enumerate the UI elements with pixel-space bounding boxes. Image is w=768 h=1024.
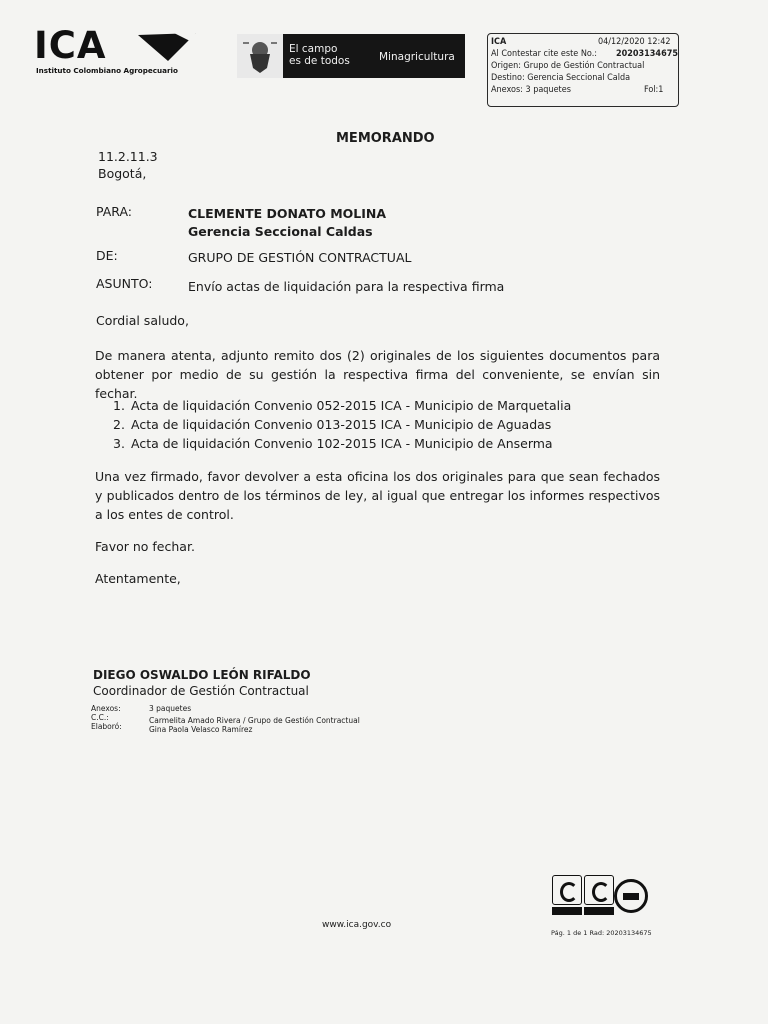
gov-slogan bbox=[289, 43, 350, 67]
ministry-name: Minagricultura bbox=[379, 51, 455, 63]
stamp-datetime: 04/12/2020 12:42 bbox=[598, 37, 671, 47]
signer-name: DIEGO OSWALDO LEÓN RIFALDO bbox=[93, 668, 311, 682]
closing: Atentamente, bbox=[95, 571, 181, 586]
list-item-text: Acta de liquidación Convenio 102-2015 ICA - Municipio de Anserma bbox=[131, 436, 553, 451]
list-item bbox=[113, 417, 551, 432]
signer-title: Coordinador de Gestión Contractual bbox=[93, 684, 309, 698]
cc-value: Carmelita Amado Rivera / Grupo de Gestión Contractual bbox=[149, 716, 360, 725]
de-label: DE: bbox=[96, 248, 118, 263]
website: www.ica.gov.co bbox=[322, 920, 392, 930]
list-item-number: 2. bbox=[113, 417, 125, 432]
para-name: CLEMENTE DONATO MOLINA bbox=[188, 206, 387, 221]
list-item-number: 1. bbox=[113, 398, 125, 413]
stamp-folio: Fol:1 bbox=[644, 85, 664, 95]
list-item bbox=[113, 436, 553, 451]
gov-slogan-line1: El campo bbox=[289, 43, 338, 55]
stamp-org: ICA bbox=[491, 37, 507, 47]
gov-banner bbox=[237, 34, 465, 78]
memo-title: MEMORANDO bbox=[336, 131, 435, 146]
greeting: Cordial saludo, bbox=[96, 313, 189, 328]
intro-paragraph: De manera atenta, adjunto remito dos (2) originales de los siguientes documentos para obtener por medio de su gestión la respectiva firma del conveniente, se envían sin fechar. bbox=[95, 348, 660, 401]
list-item-number: 3. bbox=[113, 436, 125, 451]
body-paragraph: Una vez firmado, favor devolver a esta oficina los dos originales para que sean fechados y publicados dentro de los términos de ley, al igual que entregar los informes respectivos a los entes de control. bbox=[95, 469, 660, 522]
de-value: GRUPO DE GESTIÓN CONTRACTUAL bbox=[188, 250, 412, 265]
memo-code: 11.2.11.3 bbox=[98, 149, 158, 164]
note: Favor no fechar. bbox=[95, 539, 195, 554]
anexos-label: Anexos: bbox=[91, 704, 121, 713]
filing-stamp bbox=[487, 33, 679, 107]
gov-slogan-line2: es de todos bbox=[289, 55, 350, 67]
icontec-cert-icon bbox=[584, 875, 614, 917]
elaboro-value: Gina Paola Velasco Ramírez bbox=[149, 725, 253, 734]
stamp-attachments: Anexos: 3 paquetes bbox=[491, 85, 571, 95]
stamp-cite-label: Al Contestar cite este No.: bbox=[491, 49, 598, 59]
stamp-cite-number: 20203134675 bbox=[616, 49, 678, 59]
coat-of-arms-icon bbox=[237, 34, 283, 78]
ica-logo-triangle-icon bbox=[138, 33, 196, 63]
stamp-destination: Destino: Gerencia Seccional Calda bbox=[491, 73, 631, 83]
anexos-value: 3 paquetes bbox=[149, 704, 192, 713]
asunto-value: Envío actas de liquidación para la respectiva firma bbox=[188, 279, 505, 294]
memo-city: Bogotá, bbox=[98, 166, 147, 181]
icontec-cert-icon bbox=[552, 875, 582, 917]
stamp-origin: Origen: Grupo de Gestión Contractual bbox=[491, 61, 645, 71]
para-office: Gerencia Seccional Caldas bbox=[188, 224, 373, 239]
page-info: Pág. 1 de 1 Rad: 20203134675 bbox=[551, 929, 652, 937]
list-item-text: Acta de liquidación Convenio 052-2015 ICA - Municipio de Marquetalia bbox=[131, 398, 572, 413]
ica-logo-word: ICA bbox=[34, 24, 107, 67]
iqnet-seal-icon bbox=[614, 879, 648, 913]
para-label: PARA: bbox=[96, 204, 133, 219]
list-item-text: Acta de liquidación Convenio 013-2015 ICA - Municipio de Aguadas bbox=[131, 417, 552, 432]
ica-logo-subtitle: Instituto Colombiano Agropecuario bbox=[36, 66, 178, 75]
asunto-label: ASUNTO: bbox=[96, 276, 153, 291]
cc-label: C.C.: bbox=[91, 713, 109, 722]
certification-logos bbox=[552, 875, 652, 923]
list-item bbox=[113, 398, 571, 413]
elaboro-label: Elaboró: bbox=[91, 722, 122, 731]
